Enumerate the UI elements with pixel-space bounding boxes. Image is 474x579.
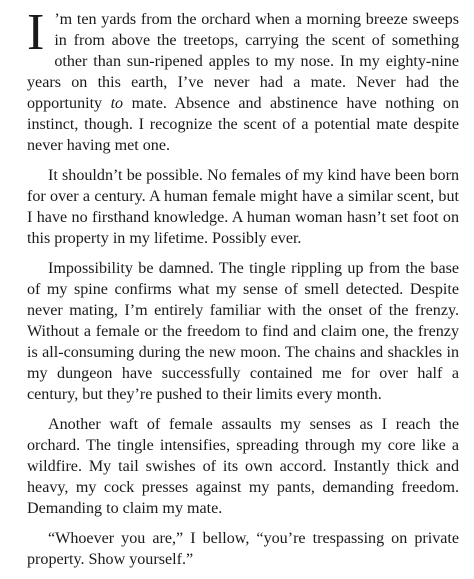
paragraph-1-text-after: mate. Absence and abstinence have nothing on instinct, though. I recognize the scent of a potential mate despite never having met one.	[27, 95, 460, 154]
paragraph-4: Another waft of female assaults my senses as I reach the orchard. The tingle intensifies, spreading through my core like a wildfire. My tail swishes of its own accord. Instantly thick and heavy, my cock presses against my pants, demanding freedom. Demanding to claim my mate.	[27, 416, 459, 517]
drop-cap-letter: I	[27, 4, 45, 61]
paragraph-3: Impossibility be damned. The tingle rippling up from the base of my spine confirms what my sense of smell detected. Despite never mating, I’m entirely familiar with the onset of the frenzy. Without a female or the freedom to find and claim one, the frenzy is all-consuming during the new moon. The chains and shackles in my dungeon have successfully contained me for over half a century, but they’re pushed to their limits every month.	[27, 260, 459, 403]
paragraph-5: “Whoever you are,” I bellow, “you’re trespassing on private property. Show yourself.”	[27, 530, 459, 568]
paragraph-1	[27, 4, 460, 156]
book-page	[27, 4, 460, 579]
paragraph-1-text: ’m ten yards from the orchard when a morning breeze sweeps in from above the treetops, carrying the scent of something other than sun-ripened apples to my nose. In my eighty-nine years on this earth, I’ve never had a mate. Never had the opportunity	[27, 11, 459, 112]
paragraph-2: It shouldn’t be possible. No females of my kind have been born for over a century. A human female might have a similar scent, but I have no firsthand knowledge. A human woman hasn’t set foot on this property in my lifetime. Possibly ever.	[27, 167, 459, 247]
paragraph-1-emphasis: to	[110, 95, 124, 112]
